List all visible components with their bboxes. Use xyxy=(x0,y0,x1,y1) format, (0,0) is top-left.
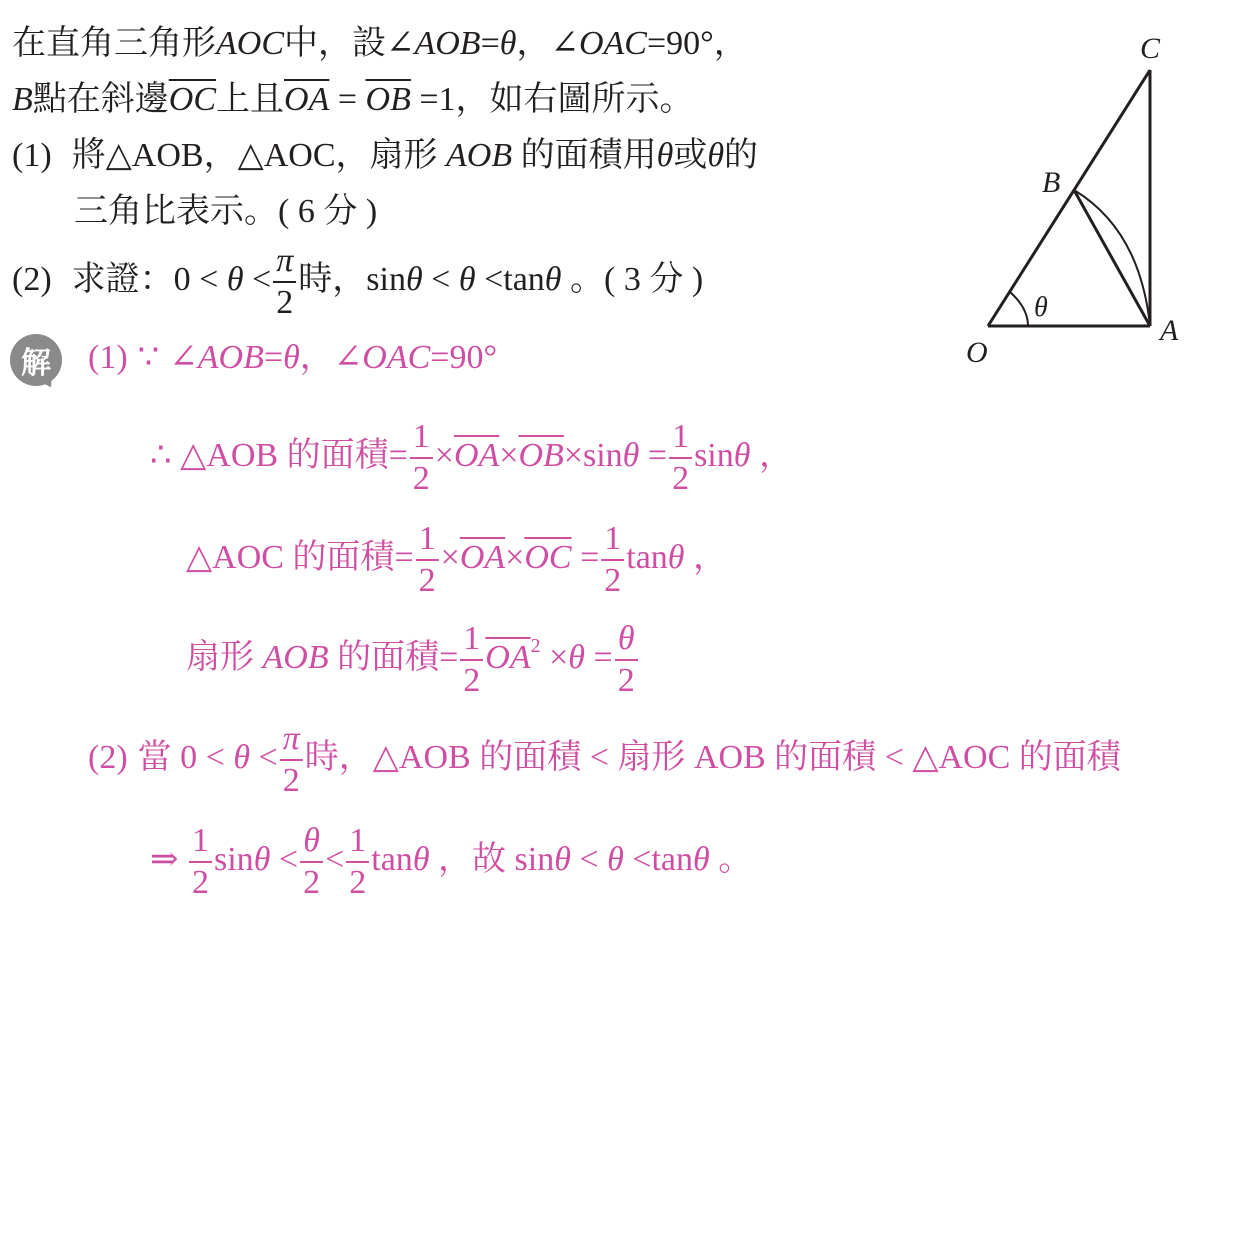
fraction-theta-over-2 xyxy=(615,622,638,698)
denominator: 2 xyxy=(617,662,635,699)
solution-area-sector xyxy=(186,622,640,698)
equals: = xyxy=(646,25,667,62)
comma: ， xyxy=(758,436,793,474)
tan: tan xyxy=(371,840,413,878)
theta: θ xyxy=(707,137,725,174)
numerator: 1 xyxy=(189,824,212,863)
therefore-symbol: ∴ xyxy=(150,436,172,474)
sin: sin xyxy=(582,436,623,474)
less-than: < xyxy=(632,840,652,878)
theta: θ xyxy=(667,538,685,576)
less-than: < xyxy=(579,840,599,878)
fraction-pi-over-2 xyxy=(273,244,296,320)
denominator: 2 xyxy=(303,864,321,901)
theta: θ xyxy=(233,738,251,776)
text: 的面積 xyxy=(337,638,440,676)
part-label: (2) xyxy=(88,738,128,776)
sector-name: AOB xyxy=(446,137,513,174)
squared: 2 xyxy=(530,634,541,657)
angle-oac: ∠OAC xyxy=(333,339,431,376)
implies-symbol: ⇒ xyxy=(150,840,179,878)
problem-part-2 xyxy=(12,244,703,320)
theta: θ xyxy=(226,260,244,298)
solution-line-3 xyxy=(150,824,752,900)
denominator: 2 xyxy=(604,562,622,599)
text: △AOC 的面積 xyxy=(186,538,395,576)
part-label: (1) xyxy=(88,339,128,376)
fraction-theta-over-2 xyxy=(300,824,323,900)
fraction-half xyxy=(189,824,212,900)
denominator: 2 xyxy=(412,460,430,497)
sin: sin xyxy=(694,436,734,474)
times: × xyxy=(505,538,525,576)
text: 當 0 < xyxy=(137,738,225,776)
problem-line-2 xyxy=(12,80,694,120)
theta: θ xyxy=(656,137,674,174)
numerator: 1 xyxy=(601,522,624,561)
label-o: O xyxy=(966,336,988,369)
text: 三角比表示。( 6 分 ) xyxy=(74,193,378,230)
theta-arc xyxy=(1010,292,1028,326)
times: × xyxy=(440,538,460,576)
text: 點在斜邊 xyxy=(32,81,169,118)
text: 求證：0 < xyxy=(71,260,219,298)
problem-part-1 xyxy=(12,136,758,176)
comma: ， xyxy=(299,339,334,376)
equals: = xyxy=(580,538,600,576)
segment-oc: $\overline{OC}$ xyxy=(168,81,217,118)
equals: = xyxy=(394,538,414,576)
theta: θ xyxy=(568,638,585,676)
theta: θ xyxy=(405,260,423,298)
segment-ob: $\overline{OB}$ xyxy=(365,81,411,118)
theta: θ xyxy=(499,25,517,62)
label-theta: θ xyxy=(1034,292,1048,323)
numerator: 1 xyxy=(460,622,483,661)
denominator: 2 xyxy=(463,662,481,699)
label-a: A xyxy=(1160,314,1179,347)
text: ，故 sin xyxy=(438,840,555,878)
text: 的 xyxy=(724,137,759,174)
tan: tan xyxy=(503,260,545,298)
theta: θ xyxy=(412,840,430,878)
numerator: 1 xyxy=(410,420,433,459)
denominator: 2 xyxy=(282,762,300,799)
triangle-name: AOC xyxy=(216,25,284,62)
text: 上且 xyxy=(216,81,285,118)
times: × xyxy=(563,436,583,474)
text: 在直角三角形 xyxy=(12,25,216,62)
theta: θ xyxy=(733,436,751,474)
segment-oa: $\overline{OA}$ xyxy=(284,81,330,118)
segment-ob: $\overline{OB}$ xyxy=(518,436,564,474)
denominator: 2 xyxy=(349,864,367,901)
part-label: (1) xyxy=(12,137,52,174)
degrees: 90° xyxy=(449,339,498,376)
text: 的面積用 xyxy=(520,137,657,174)
fraction-half xyxy=(410,420,433,496)
text: 將△AOB，△AOC，扇形 xyxy=(71,137,438,174)
fraction-half xyxy=(346,824,369,900)
problem-line-1 xyxy=(12,24,748,64)
segment-oa: $\overline{OA}$ xyxy=(453,436,500,474)
text: 時，sin xyxy=(298,260,406,298)
less-than: < xyxy=(484,260,504,298)
fraction-half xyxy=(460,622,483,698)
theta: θ xyxy=(554,840,571,878)
solution-area-aoc xyxy=(186,522,727,598)
theta: θ xyxy=(458,260,476,298)
tan: tan xyxy=(626,538,668,576)
fraction-half xyxy=(416,522,439,598)
times: × xyxy=(499,436,519,474)
segment-oa: $\overline{OA}$ xyxy=(485,638,531,676)
equals: = xyxy=(647,436,668,474)
sector-name: AOB xyxy=(262,638,329,676)
comma: ， xyxy=(713,25,748,62)
label-c: C xyxy=(1140,32,1161,65)
denominator: 2 xyxy=(192,864,209,901)
equals: = xyxy=(337,81,358,118)
numerator: 1 xyxy=(346,824,369,863)
times: × xyxy=(549,638,569,676)
triangle-figure xyxy=(960,30,1200,370)
period: 。 xyxy=(718,840,753,878)
denominator: 2 xyxy=(276,284,294,321)
solution-area-aob xyxy=(150,420,793,496)
less-than: < xyxy=(431,260,451,298)
less-than: < xyxy=(252,260,272,298)
theta: θ xyxy=(622,436,640,474)
segment-oc-line xyxy=(988,70,1150,326)
numerator: θ xyxy=(615,622,638,661)
numerator: π xyxy=(280,722,303,761)
text: 時，△AOB 的面積 < 扇形 AOB 的面積 < △AOC 的面積 xyxy=(304,738,1121,776)
less-than: < xyxy=(258,738,278,776)
numerator: 1 xyxy=(416,522,439,561)
text: △AOB 的面積 xyxy=(180,436,389,474)
equals: = xyxy=(430,339,450,376)
less-than: < xyxy=(278,840,299,878)
theta: θ xyxy=(283,339,300,376)
equals: = xyxy=(388,436,408,474)
problem-part-1-cont xyxy=(74,192,377,232)
sin: sin xyxy=(214,840,254,878)
point-b: B xyxy=(12,81,33,118)
solution-line-2 xyxy=(88,722,1121,798)
comma: ， xyxy=(516,25,551,62)
solution-badge: 解 xyxy=(10,334,62,386)
equals: = xyxy=(419,81,439,118)
equals: = xyxy=(263,339,284,376)
numerator: 1 xyxy=(669,420,692,459)
text: 中，設 xyxy=(284,25,386,62)
part-label: (2) xyxy=(12,260,52,298)
theta: θ xyxy=(693,840,710,878)
equals: = xyxy=(480,25,500,62)
times: × xyxy=(434,436,454,474)
angle-aob: ∠AOB xyxy=(169,339,264,376)
tan: tan xyxy=(651,840,694,878)
label-b: B xyxy=(1042,166,1061,199)
numerator: θ xyxy=(300,824,323,863)
comma: ， xyxy=(693,538,727,576)
segment-oa: $\overline{OA}$ xyxy=(459,538,506,576)
angle-aob: ∠AOB xyxy=(386,25,481,62)
denominator: 2 xyxy=(418,562,436,599)
fraction-half xyxy=(669,420,692,496)
score: 。( 3 分 ) xyxy=(570,260,704,298)
degrees: 90° xyxy=(666,25,714,62)
text: 或 xyxy=(673,137,708,174)
one: 1 xyxy=(438,81,456,118)
theta: θ xyxy=(253,840,271,878)
text: ，如右圖所示。 xyxy=(455,81,694,118)
theta: θ xyxy=(544,260,562,298)
fraction-half xyxy=(601,522,624,598)
because-symbol: ∵ xyxy=(137,339,160,376)
equals: = xyxy=(593,638,613,676)
less-than: < xyxy=(325,840,345,878)
denominator: 2 xyxy=(672,460,690,497)
numerator: π xyxy=(273,244,296,283)
theta: θ xyxy=(607,840,624,878)
solution-line-1 xyxy=(88,338,497,378)
angle-oac: ∠OAC xyxy=(550,25,647,62)
fraction-pi-over-2 xyxy=(280,722,303,798)
segment-ab-line xyxy=(1074,190,1150,326)
equals: = xyxy=(439,638,459,676)
segment-oc: $\overline{OC}$ xyxy=(524,538,572,576)
text: 扇形 xyxy=(186,638,254,676)
